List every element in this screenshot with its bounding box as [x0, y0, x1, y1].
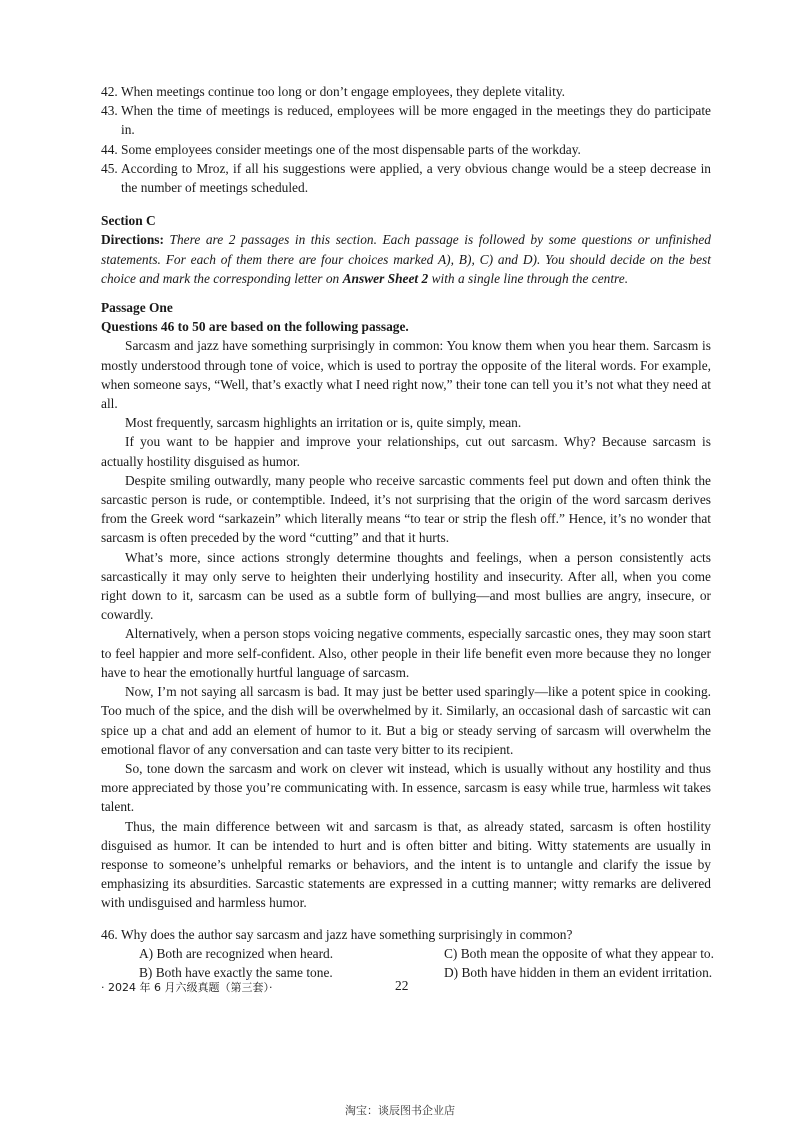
statement-item: 45. According to Mroz, if all his suggestions were applied, a very obvious change would be a steep decrease in the number of meetings scheduled.: [101, 160, 711, 196]
answer-options: [139, 944, 714, 982]
passage-paragraph: Most frequently, sarcasm highlights an irritation or is, quite simply, mean.: [125, 415, 522, 431]
statement-item: 43. When the time of meetings is reduced, employees will be more engaged in the meetings they do participate in.: [101, 103, 711, 138]
passage-paragraph: Sarcasm and jazz have something surprisingly in common: You know them when you hear them. Sarcasm is mostly understood through tone of voice, which is used to portray the opposite of the literal words. For example, when someone says, “Well, that’s exactly what I need right now,” their tone can tell you it’s not what they need at all.: [101, 338, 711, 412]
passage-paragraph: Alternatively, when a person stops voicing negative comments, especially sarcastic ones, they may soon start to feel happier and more self-confident. Also, other people in their life benefit even more because they no longer have to hear the emotionally hurtful language of sarcasm.: [101, 626, 711, 680]
directions-text: There are 2 passages in this section. Each passage is followed by some questions or unfinished statements. For each of them there are four choices marked A), B), C) and D). You should decide on the best choice and mark the corresponding letter on: [101, 232, 711, 286]
shop-watermark: 淘宝：谈辰图书企业店: [345, 1104, 455, 1117]
statement-list: [101, 82, 711, 197]
option-d: D) Both have hidden in them an evident irritation.: [444, 964, 713, 980]
passage-paragraph: If you want to be happier and improve your relationships, cut out sarcasm. Why? Because sarcasm is actually hostility disguised as humor.: [101, 434, 711, 469]
passage-body: [101, 336, 711, 912]
section-title: Section C: [101, 213, 156, 229]
passage-title: Passage One: [101, 300, 173, 316]
statement-item: 42. When meetings continue too long or don’t engage employees, they deplete vitality.: [101, 84, 566, 99]
footer-exam-label: · 2024 年 6 月六级真题（第三套）·: [101, 981, 273, 994]
option-c: C) Both mean the opposite of what they appear to.: [444, 945, 714, 961]
page-number: 22: [395, 978, 409, 993]
answer-sheet-reference: Answer Sheet 2: [342, 270, 429, 286]
directions-text-end: with a single line through the centre.: [431, 270, 629, 286]
section-directions: [101, 230, 711, 288]
exam-page: [101, 82, 714, 982]
question-46: [101, 925, 714, 983]
statement-item: 44. Some employees consider meetings one of the most dispensable parts of the workday.: [101, 141, 581, 157]
passage-paragraph: Thus, the main difference between wit and sarcasm is that, as already stated, sarcasm is often hostility disguised as humor. It can be intended to hurt and is often bitter and biting. Witty statements are usually in response to someone’s unhelpful remarks or behaviors, and the intent is to untangle and clarify the issue by emphasizing its absurdities. Sarcastic statements are expressed in a cutting manner; witty remarks are delivered with undisguised and harmless humor.: [101, 818, 711, 911]
passage-paragraph: What’s more, since actions strongly determine thoughts and feelings, when a person consistently acts sarcastically it may only serve to heighten their underlying hostility and insecurity. After all, when you come right down to it, sarcasm can be used as a subtle form of bullying—and most bullies are angry, insecure, or cowardly.: [101, 549, 711, 623]
question-text: Why does the author say sarcasm and jazz have something surprisingly in common?: [121, 926, 573, 942]
passage-paragraph: Now, I’m not saying all sarcasm is bad. It may just be better used sparingly—like a potent spice in cooking. Too much of the spice, and the dish will be overwhelmed by it. Similarly, an occasional dash of sarcastic wit can spice up a chat and add an element of humor to it. But a big or steady serving of sarcasm will overwhelm the emotional flavor of any conversation and can taste very bitter to its recipient.: [101, 684, 711, 757]
passage-intro: Questions 46 to 50 are based on the following passage.: [101, 319, 409, 335]
option-a: A) Both are recognized when heard.: [139, 945, 334, 961]
passage-paragraph: So, tone down the sarcasm and work on clever wit instead, which is usually without any hostility and thus more appreciated by those you’re communicating with. In essence, sarcasm is easy while true, harmless wit takes talent.: [101, 760, 711, 815]
question-number: 46.: [101, 926, 118, 942]
passage-paragraph: Despite smiling outwardly, many people who receive sarcastic comments feel put down and often think the sarcastic person is rude, or contemptible. Indeed, it’s not surprising that the origin of the word sarcasm derives from the Greek word “sarkazein” which literally means “to tear or strip the flesh off.” Hence, it’s no wonder that sarcasm is often preceded by the word “cutting” and that it hurts.: [101, 472, 711, 546]
option-b: B) Both have exactly the same tone.: [139, 964, 333, 980]
directions-label: Directions:: [101, 232, 164, 248]
